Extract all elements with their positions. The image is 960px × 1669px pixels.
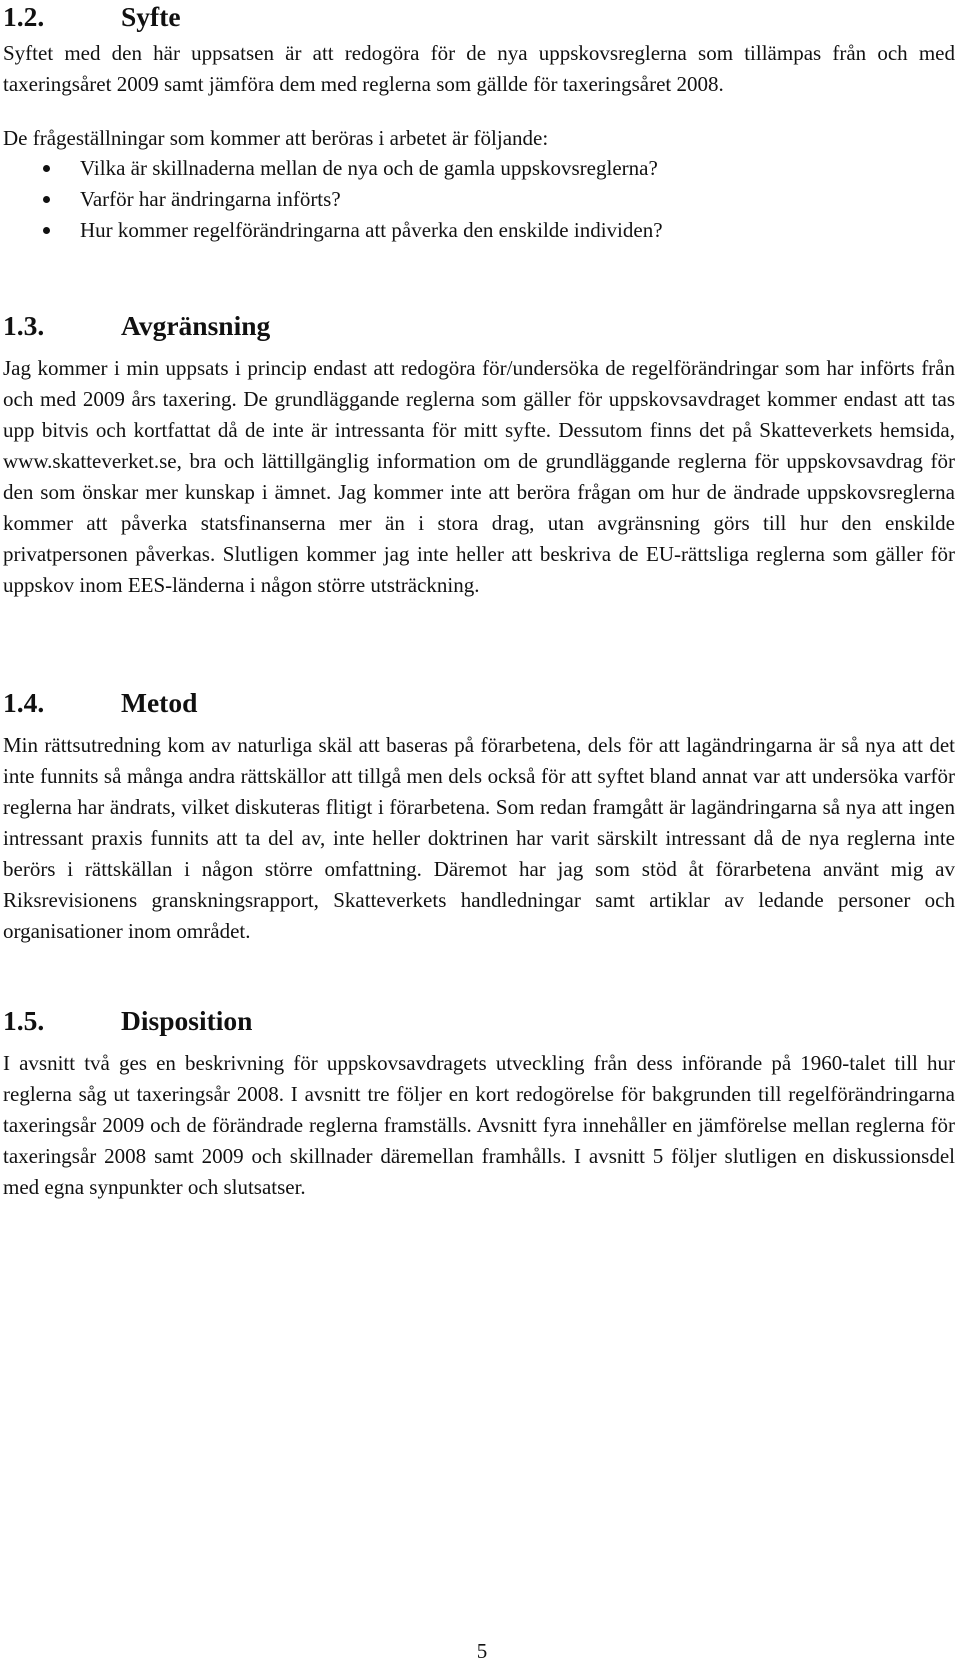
section-syfte bbox=[3, 0, 955, 246]
section-metod bbox=[3, 686, 955, 947]
bullet-icon bbox=[43, 227, 50, 234]
list-item-text: Hur kommer regelförändringarna att påverka den enskilde individen? bbox=[80, 218, 663, 242]
section-heading-disposition bbox=[3, 1004, 955, 1038]
section-number: 1.4. bbox=[3, 687, 45, 718]
list-item-text: Varför har ändringarna införts? bbox=[80, 187, 341, 211]
section-number: 1.3. bbox=[3, 310, 45, 341]
section-title: Syfte bbox=[121, 1, 181, 32]
disposition-paragraph: I avsnitt två ges en beskrivning för uppskovsavdragets utveckling från dess införande på 1960-talet till hur reglerna såg ut taxeringsår 2008. I avsnitt tre följer en kort redogörelse för bakgrunden till regelförändringarna taxeringsår 2009 och de förändrade reglerna framställs. Avsnitt fyra innehåller en jämförelse mellan reglerna för taxeringsår 2008 samt 2009 och skillnader däremellan framhålls. I avsnitt 5 följer slutligen en diskussionsdel med egna synpunkter och slutsatser. bbox=[3, 1051, 955, 1199]
section-title: Metod bbox=[121, 687, 198, 718]
section-avgransning bbox=[3, 309, 955, 601]
section-title: Avgränsning bbox=[121, 310, 271, 341]
page-number: 5 bbox=[476, 1639, 488, 1663]
bullet-icon bbox=[43, 165, 50, 172]
avgransning-paragraph: Jag kommer i min uppsats i princip endast att redogöra för/undersöka de regelförändringar som har införts från och med 2009 års taxering. De grundläggande reglerna som gäller för uppskovsavdraget kommer endast att tas upp bitvis och kortfattat då de inte är intressanta för mitt syfte. Dessutom finns det på Skatteverkets hemsida, www.skatteverket.se, bra och lättillgänglig information om de grundläggande reglerna för uppskovsavdrag för den som önskar mer kunskap i ämnet. Jag kommer inte att beröra frågan om hur de ändrade uppskovsreglerna kommer att påverka statsfinanserna mer än i stora drag, utan avgränsning görs till hur den enskilde privatpersonen påverkas. Slutligen kommer jag inte heller att beskriva de EU-rättsliga reglerna som gäller för uppskov inom EES-länderna i någon större utsträckning. bbox=[3, 356, 955, 597]
bullet-icon bbox=[43, 196, 50, 203]
list-item bbox=[3, 153, 955, 184]
list-item bbox=[3, 215, 955, 246]
section-heading-metod bbox=[3, 686, 955, 720]
list-item-text: Vilka är skillnaderna mellan de nya och de gamla uppskovsreglerna? bbox=[80, 156, 658, 180]
metod-paragraph: Min rättsutredning kom av naturliga skäl att baseras på förarbetena, dels för att lagändringarna är så nya att det inte funnits så många andra rättskällor att tillgå men dels också för att syftet bland annat var att undersöka varför reglerna har ändrats, vilket diskuteras flitigt i förarbetena. Som redan framgått är lagändringarna så nya att ingen intressant praxis funnits att ta del av, inte heller doktrinen har varit särskilt intressant då de nya reglerna inte berörs i rättskällan i någon större omfattning. Däremot har jag som stöd åt förarbetena använt mig av Riksrevisionens granskningsrapport, Skatteverkets handledningar samt artiklar av ledande personer och organisationer inom området. bbox=[3, 733, 955, 943]
section-heading-syfte bbox=[3, 0, 955, 34]
syfte-paragraph-2: De frågeställningar som kommer att beröras i arbetet är följande: bbox=[3, 126, 549, 150]
section-number: 1.2. bbox=[3, 1, 45, 32]
section-heading-avgransning bbox=[3, 309, 955, 343]
question-list bbox=[3, 153, 955, 246]
section-number: 1.5. bbox=[3, 1005, 45, 1036]
syfte-paragraph-1: Syftet med den här uppsatsen är att redogöra för de nya uppskovsreglerna som tillämpas från och med taxeringsåret 2009 samt jämföra dem med reglerna som gällde för taxeringsåret 2008. bbox=[3, 41, 955, 96]
section-title: Disposition bbox=[121, 1005, 253, 1036]
list-item bbox=[3, 184, 955, 215]
section-disposition bbox=[3, 1004, 955, 1203]
